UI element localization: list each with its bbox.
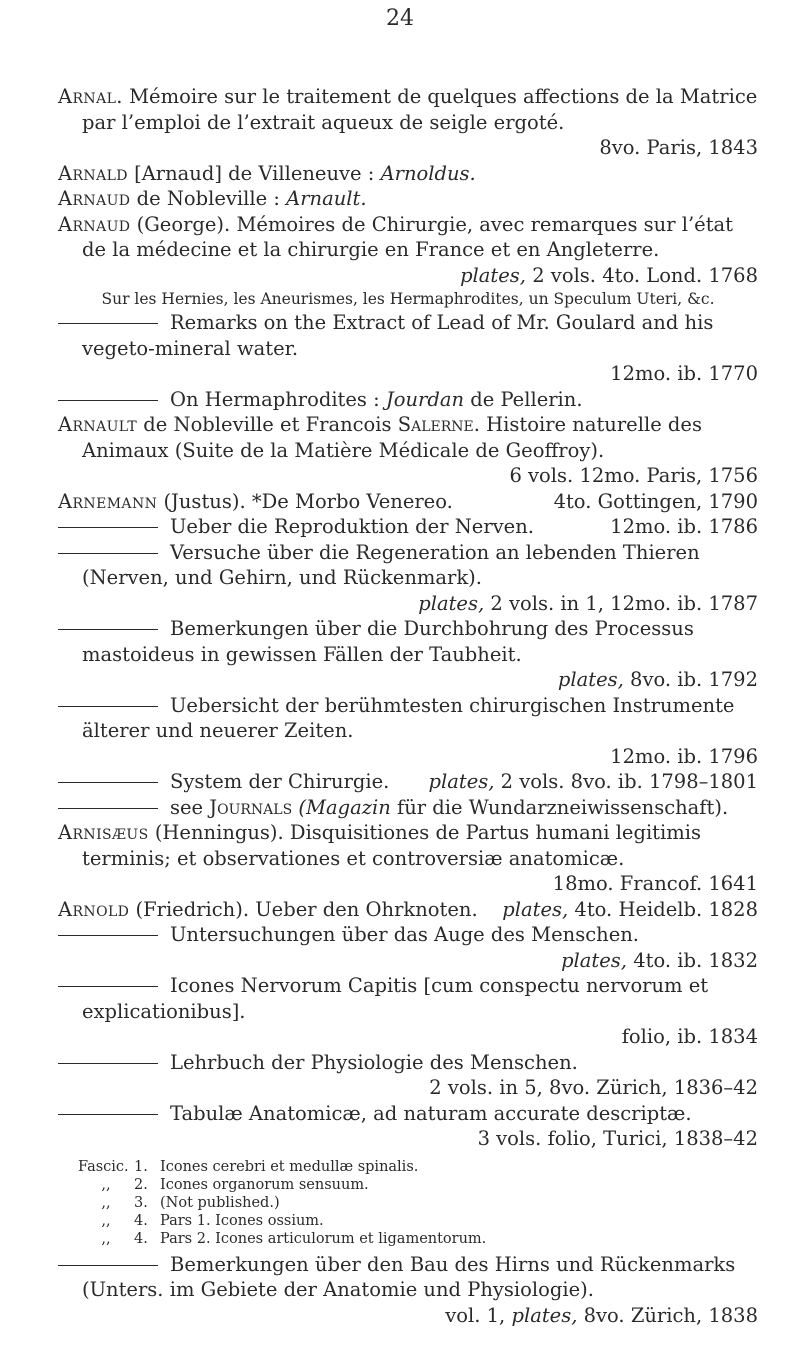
imprint-plates: plates, (557, 668, 624, 691)
entry (58, 922, 758, 948)
page-number: 24 (386, 6, 414, 31)
imprint-volume: vol. 1, (445, 1303, 506, 1327)
fascicle-number: 2. (134, 1176, 148, 1193)
entry (58, 161, 758, 187)
ditto-rule (58, 629, 158, 630)
cross-reference: (Magazin (298, 795, 391, 819)
entry (58, 1050, 758, 1076)
entry-title: On Hermaphrodites : (170, 387, 380, 411)
entry-note: Sur les Hernies, les Aneurismes, les Hermaphrodites, un Speculum Uteri, &c. (101, 290, 715, 308)
fascicle-number: 1. (134, 1158, 148, 1175)
entry (58, 1252, 758, 1303)
entry-title: de Nobleville et Francois (143, 413, 392, 436)
imprint-plates: plates, (561, 948, 628, 972)
entry-imprint: 18mo. Francof. 1641 (552, 872, 758, 895)
imprint-text: 2 vols. in 1, 12mo. ib. 1787 (490, 591, 758, 615)
fascicle-row (78, 1212, 758, 1230)
imprint-text: 4to. ib. 1832 (633, 948, 758, 972)
fascicle-label: ,, (101, 1230, 111, 1247)
entry-title: (Friedrich). Ueber den Ohrknoten. (135, 897, 478, 921)
entry-imprint: 12mo. ib. 1770 (610, 362, 758, 385)
fascicle-row (78, 1176, 758, 1194)
entry-title: [Arnaud] de Villeneuve : (134, 161, 375, 185)
cross-reference: Jourdan (385, 387, 465, 411)
fascicle-row (78, 1230, 758, 1248)
fascicle-title: Pars 1. Icones ossium. (160, 1212, 324, 1229)
entry (58, 310, 758, 361)
ditto-rule (58, 323, 158, 324)
entry-title: (Justus). *De Morbo Venereo. (163, 489, 453, 513)
entry-title-cont: für die Wundarzneiwissenschaft). (396, 795, 729, 819)
fascicle-title: (Not published.) (160, 1194, 280, 1211)
ditto-rule (58, 527, 158, 528)
fascicle-row (78, 1158, 758, 1176)
imprint-plates: plates, (460, 263, 526, 287)
fascicle-title: Icones cerebri et medullæ spinalis. (160, 1158, 419, 1175)
entry-title: Versuche über die Regeneration an lebenden Thieren (Nerven, und Gehirn, und Rückenmark). (82, 540, 700, 589)
entry (58, 693, 758, 744)
ditto-rule (58, 782, 158, 783)
ditto-rule (58, 706, 158, 707)
fascicle-label: Fascic. (78, 1158, 129, 1175)
entry-imprint: 4to. Gottingen, 1790 (553, 489, 758, 513)
entry (58, 769, 758, 795)
entry (58, 514, 758, 540)
imprint-plates: plates, (502, 897, 569, 921)
entry (58, 973, 758, 1024)
entry-imprint (58, 591, 758, 617)
entry-title: Lehrbuch der Physiologie des Menschen. (170, 1050, 578, 1074)
entry-title: see (170, 795, 204, 819)
fascicle-label: ,, (101, 1194, 111, 1211)
imprint-text: 8vo. ib. 1792 (630, 668, 758, 691)
entry (58, 84, 758, 135)
fascicle-number: 3. (134, 1194, 148, 1211)
entry-title: Bemerkungen über die Durchbohrung des Processus mastoideus in gewissen Fällen der Taubheit. (82, 617, 694, 666)
entry (58, 897, 758, 923)
entry (58, 387, 758, 413)
fascicle-title: Icones organorum sensuum. (160, 1176, 369, 1193)
entry-title: System der Chirurgie. (170, 770, 390, 793)
imprint-text: 4to. Heidelb. 1828 (574, 897, 758, 921)
entry-title-cont: de Pellerin. (470, 387, 583, 411)
entry-imprint: 6 vols. 12mo. Paris, 1756 (509, 464, 758, 487)
ditto-rule (58, 808, 158, 809)
entry-imprint: 12mo. ib. 1786 (610, 515, 758, 538)
fascicle-number: 4. (134, 1212, 148, 1229)
fascicle-list (78, 1158, 758, 1248)
entry-title: Uebersicht der berühmtesten chirurgischen Instrumente älterer und neuerer Zeiten. (82, 693, 735, 742)
entry-title: (George). Mémoires de Chirurgie, avec remarques sur l’état de la médecine et la chirurgie en France et en Angleterre. (82, 212, 734, 261)
ditto-rule (58, 400, 158, 401)
entry (58, 489, 758, 515)
catalogue-entries (58, 84, 758, 1328)
entry-imprint: folio, ib. 1834 (621, 1025, 758, 1048)
entry (58, 795, 758, 821)
entry (58, 186, 758, 212)
cross-reference: Arnault. (286, 187, 367, 210)
entry-imprint: 2 vols. in 5, 8vo. Zürich, 1836–42 (429, 1076, 758, 1099)
entry (58, 616, 758, 667)
entry-imprint (58, 667, 758, 693)
fascicle-title: Pars 2. Icones articulorum et ligamentorum. (160, 1230, 487, 1247)
entry-title: Tabulæ Anatomicæ, ad naturam accurate descriptæ. (170, 1101, 692, 1125)
entry-heading: Arnaud (58, 212, 131, 236)
entry-imprint (58, 948, 758, 974)
entry (58, 1101, 758, 1127)
entry-imprint (58, 1303, 758, 1329)
cross-reference: Arnoldus. (380, 161, 476, 185)
entry-title: Icones Nervorum Capitis [cum conspectu nervorum et explicationibus]. (82, 974, 709, 1023)
ditto-rule (58, 935, 158, 936)
imprint-text: 2 vols. 8vo. ib. 1798–1801 (500, 770, 758, 793)
ditto-rule (58, 1265, 158, 1266)
entry-heading: Arnemann (58, 489, 158, 513)
entry-imprint: 8vo. Paris, 1843 (599, 136, 758, 159)
fascicle-label: ,, (101, 1212, 111, 1229)
entry-heading: Arnald (58, 161, 128, 185)
entry (58, 820, 758, 871)
entry-title: (Henningus). Disquisitiones de Partus humani legitimis terminis; et observationes et controversiæ anatomicæ. (82, 821, 701, 870)
entry-title: Remarks on the Extract of Lead of Mr. Goulard and his vegeto-mineral water. (82, 311, 714, 360)
entry-imprint (58, 263, 758, 289)
imprint-text: 8vo. Zürich, 1838 (583, 1303, 758, 1327)
ditto-rule (58, 986, 158, 987)
ditto-rule (58, 1063, 158, 1064)
imprint-plates: plates, (511, 1303, 578, 1327)
entry-imprint: 12mo. ib. 1796 (610, 744, 758, 768)
ditto-rule (58, 553, 158, 554)
entry (58, 212, 758, 263)
entry (58, 412, 758, 463)
entry-heading: Arnisæus (58, 821, 149, 844)
entry-title: Ueber die Reproduktion der Nerven. (170, 515, 534, 538)
entry-title: de Nobleville : (136, 187, 280, 210)
entry (58, 540, 758, 591)
fascicle-row (78, 1194, 758, 1212)
entry-title-cont: Histoire naturelle des Animaux (Suite de la Matière Médicale de Geoffroy). (82, 413, 702, 462)
imprint-text: 2 vols. 4to. Lond. 1768 (532, 263, 758, 287)
entry-heading: Arnal. (58, 85, 123, 108)
entry-title: Bemerkungen über den Bau des Hirns und Rückenmarks (Unters. im Gebiete der Anatomie und Physiologie). (82, 1252, 736, 1301)
imprint-plates: plates, (418, 591, 485, 615)
entry-heading: Arnold (58, 897, 130, 921)
fascicle-label: ,, (101, 1176, 111, 1193)
entry-imprint: 3 vols. folio, Turici, 1838–42 (477, 1127, 758, 1150)
entry-heading: Arnault (58, 413, 138, 436)
ditto-rule (58, 1114, 158, 1115)
fascicle-number: 4. (134, 1230, 148, 1247)
entry-heading: Arnaud (58, 187, 131, 210)
journals-ref: Journals (209, 795, 293, 819)
entry-title: Mémoire sur le traitement de quelques affections de la Matrice par l’emploi de l’extrait aqueux de seigle ergoté. (82, 85, 758, 134)
entry-title: Untersuchungen über das Auge des Menschen. (170, 923, 639, 946)
imprint-plates: plates, (428, 770, 495, 793)
coauthor: Salerne. (397, 413, 480, 436)
